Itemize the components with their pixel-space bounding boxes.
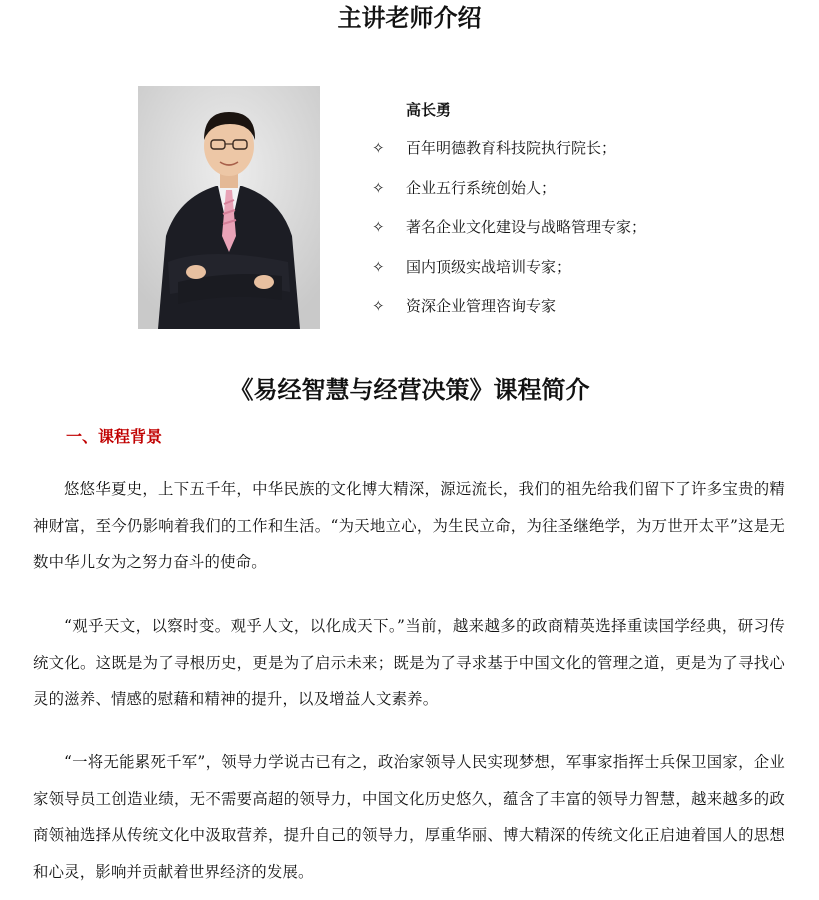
credential-list [372, 137, 646, 335]
paragraph: 悠悠华夏史，上下五千年，中华民族的文化博大精深，源远流长，我们的祖先给我们留下了许多宝贵的精神财富，至今仍影响着我们的工作和生活。“为天地立心，为生民立命，为往圣继绝学，为万世开太平”这是无数中华儿女为之努力奋斗的使命。 [33, 480, 785, 571]
diamond-star-icon: ✧ [372, 257, 385, 276]
diamond-star-icon: ✧ [372, 139, 385, 157]
teacher-name: 高长勇 [406, 101, 452, 119]
paragraph: “观乎天文，以察时变。观乎人文，以化成天下。”当前，越来越多的政商精英选择重读国学经典，研习传统文化。这既是为了寻根历史，更是为了启示未来；既是为了寻求基于中国文化的管理之道，更是为了寻找心灵的滋养、情感的慰藉和精神的提升，以及增益人文素养。 [33, 617, 785, 708]
page-title: 主讲老师介绍 [337, 4, 482, 32]
diamond-star-icon: ✧ [372, 218, 385, 236]
course-title: 《易经智慧与经营决策》课程简介 [229, 376, 590, 404]
diamond-star-icon: ✧ [372, 297, 385, 315]
credential-text: 资深企业管理咨询专家 [406, 297, 557, 315]
credential-text: 国内顶级实战培训专家； [406, 257, 572, 276]
teacher-photo [138, 86, 320, 329]
list-item [372, 295, 646, 335]
list-item [372, 256, 646, 296]
credential-text: 著名企业文化建设与战略管理专家； [406, 218, 647, 236]
credential-text: 百年明德教育科技院执行院长； [406, 139, 617, 157]
paragraph: “一将无能累死千军”，领导力学说古已有之，政治家领导人民实现梦想，军事家指挥士兵保卫国家，企业家领导员工创造业绩，无不需要高超的领导力，中国文化历史悠久，蕴含了丰富的领导力智慧，越来越多的政商领袖选择从传统文化中汲取营养，提升自己的领导力，厚重华丽、博大精深的传统文化正启迪着国人的思想和心灵，影响并贡献着世界经济的发展。 [33, 753, 785, 881]
list-item [372, 177, 646, 217]
section-heading: 一、课程背景 [66, 427, 163, 446]
credential-text: 企业五行系统创始人； [406, 178, 557, 197]
list-item [372, 137, 646, 177]
list-item [372, 216, 646, 256]
diamond-star-icon: ✧ [372, 178, 385, 197]
